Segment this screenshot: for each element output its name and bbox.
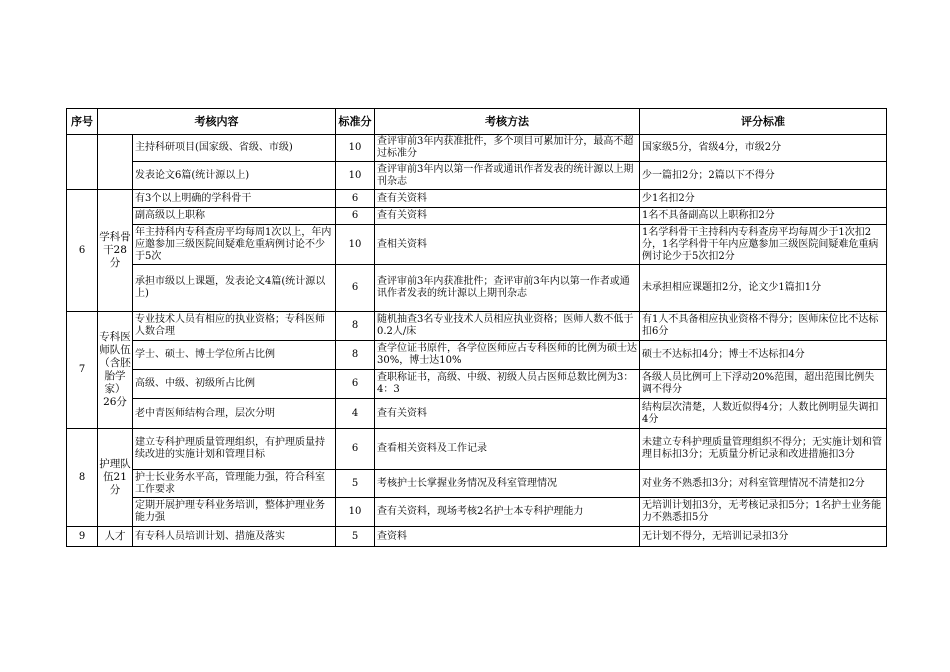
content-cell: 有3个以上明确的学科骨干 [133,190,336,208]
category-cell: 护理队伍21分 [98,429,133,527]
seq-cell: 9 [67,527,98,547]
content-cell: 年主持科内专科查房平均每周1次以上，年内应邀参加三级医院间疑难危重病例讨论不少于5次 [133,225,336,265]
criteria-cell: 各级人员比例可上下浮动20%范围，超出范围比例失调不得分 [640,370,887,399]
criteria-cell: 有1人不具备相应执业资格不得分；医师床位比不达标扣6分 [640,312,887,341]
method-cell: 查评审前3年内以第一作者或通讯作者发表的统计源以上期刊杂志 [375,162,640,190]
score-cell: 10 [336,162,375,190]
content-cell: 副高级以上职称 [133,208,336,225]
content-cell: 有专科人员培训计划、措施及落实 [133,527,336,547]
category-cell: 人才 [98,527,133,547]
content-cell: 高级、中级、初级所占比例 [133,370,336,399]
method-cell: 查有关资料 [375,208,640,225]
score-cell: 8 [336,312,375,341]
score-cell: 10 [336,135,375,162]
method-cell: 查有关资料 [375,190,640,208]
seq-cell: 6 [67,190,98,312]
score-cell: 5 [336,527,375,547]
score-cell: 6 [336,370,375,399]
table-row [67,208,887,225]
score-cell: 5 [336,470,375,498]
category-cell: 学科骨干28分 [98,190,133,312]
table-row [67,429,887,470]
criteria-cell: 对业务不熟悉扣3分；对科室管理情况不清楚扣2分 [640,470,887,498]
header-seq: 序号 [67,109,98,135]
criteria-cell: 少一篇扣2分；2篇以下不得分 [640,162,887,190]
content-cell: 定期开展护理专科业务培训，整体护理业务能力强 [133,498,336,527]
method-cell: 查有关资料 [375,399,640,429]
header-criteria: 评分标准 [640,109,887,135]
criteria-cell: 结构层次清楚，人数近似得4分；人数比例明显失调扣4分 [640,399,887,429]
score-cell: 6 [336,208,375,225]
criteria-cell: 未承担相应课题扣2分，论文少1篇扣1分 [640,265,887,312]
method-cell: 查职称证书，高级、中级、初级人员占医师总数比例为3：4：3 [375,370,640,399]
method-cell: 查有关资料，现场考核2名护士本专科护理能力 [375,498,640,527]
content-cell: 老中青医师结构合理，层次分明 [133,399,336,429]
header-method: 考核方法 [375,109,640,135]
score-cell: 10 [336,225,375,265]
content-cell: 护士长业务水平高，管理能力强，符合科室工作要求 [133,470,336,498]
criteria-cell: 少1名扣2分 [640,190,887,208]
method-cell: 考核护士长掌握业务情况及科室管理情况 [375,470,640,498]
header-content: 考核内容 [98,109,336,135]
method-cell: 查相关资料 [375,225,640,265]
score-cell: 6 [336,429,375,470]
score-cell: 10 [336,498,375,527]
assessment-table [66,108,887,547]
table-row [67,190,887,208]
header-row [67,109,887,135]
method-cell: 查看相关资料及工作记录 [375,429,640,470]
criteria-cell: 1名不具备副高以上职称扣2分 [640,208,887,225]
method-cell: 查资料 [375,527,640,547]
content-cell: 承担市级以上课题，发表论文4篇(统计源以上) [133,265,336,312]
criteria-cell: 无计划不得分，无培训记录扣3分 [640,527,887,547]
table-row [67,135,887,162]
table-row [67,399,887,429]
criteria-cell: 未建立专科护理质量管理组织不得分；无实施计划和管理目标扣3分；无质量分析记录和改进措施扣3分 [640,429,887,470]
seq-cell-empty [67,135,98,190]
content-cell: 建立专科护理质量管理组织，有护理质量持续改进的实施计划和管理目标 [133,429,336,470]
table-row [67,498,887,527]
seq-cell: 8 [67,429,98,527]
content-cell: 发表论文6篇(统计源以上) [133,162,336,190]
table-row [67,225,887,265]
method-cell: 查评审前3年内获准批件；查评审前3年内以第一作者或通讯作者发表的统计源以上期刊杂志 [375,265,640,312]
content-cell: 专业技术人员有相应的执业资格；专科医师人数合理 [133,312,336,341]
score-cell: 6 [336,265,375,312]
table-row [67,527,887,547]
table-row [67,341,887,370]
content-cell: 主持科研项目(国家级、省级、市级) [133,135,336,162]
criteria-cell: 1名学科骨干主持科内专科查房平均每周少于1次扣2分，1名学科骨干年内应邀参加三级医院间疑难危重病例讨论少于5次扣2分 [640,225,887,265]
seq-cell: 7 [67,312,98,429]
table-row [67,370,887,399]
header-score: 标准分 [336,109,375,135]
table-row [67,162,887,190]
method-cell: 查评审前3年内获准批件，多个项目可累加计分，最高不超过标准分 [375,135,640,162]
criteria-cell: 硕士不达标扣4分；博士不达标扣4分 [640,341,887,370]
score-cell: 8 [336,341,375,370]
category-cell-empty [98,135,133,190]
score-cell: 6 [336,190,375,208]
score-cell: 4 [336,399,375,429]
criteria-cell: 无培训计划扣3分，无考核记录扣5分；1名护士业务能力不熟悉扣5分 [640,498,887,527]
criteria-cell: 国家级5分，省级4分，市级2分 [640,135,887,162]
table-row [67,312,887,341]
content-cell: 学士、硕士、博士学位所占比例 [133,341,336,370]
table-row [67,470,887,498]
method-cell: 随机抽查3名专业技术人员相应执业资格；医师人数不低于0.2人/床 [375,312,640,341]
category-cell: 专科医师队伍（含胚胎学家）26分 [98,312,133,429]
method-cell: 查学位证书原件，各学位医师应占专科医师的比例为硕士达30%，博士达10% [375,341,640,370]
table-row [67,265,887,312]
